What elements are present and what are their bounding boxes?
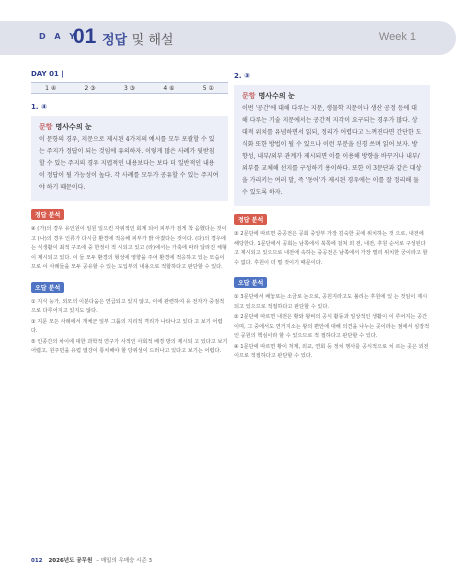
box-tag: 문항: [242, 92, 256, 100]
section-title: DAY 01 |: [31, 70, 64, 78]
left-column: [31, 70, 228, 358]
correct-badge: 정답 분석: [234, 214, 267, 225]
correct-text: ④ (가)의 경우 유인원이 일원 일으킨 자위적인 회계 되어 피부가 검게 착 음했다는 것이고 (나)의 경우 인류가 다시금 환경에 적응해 피부가 밝 아졌다는 것이다. (다)의 경우에는 식생활이 최적 구조에 중 한정이 적 시되고 있고 (라)에서는 가축에 따라 달라진 체형이 제시되고 있다. 이 들 모두 환경의 형성에 영향을 주어 환경에 적응하고 있는 모습이므로 이 사례들을 모두 공유할 수 있는 도입부의 내용으로 적합하다고 판단할 수 있다.: [31, 226, 227, 270]
page-title: [102, 29, 173, 48]
tip-box-text: 이번 '공간'에 대해 다루는 지문, 생물학 지문이나 생산 공정 등에 대해 다루는 기술 지문에서는 공간적 지각이 요구되는 경우가 많다. 상대적 위치를 유념하면서 읽되, 정리가 어렵다고 느껴진다면 간단한 도식화 또한 방법이 될 수 있으나 이런 부분을 신경 쓰며 읽어 보자. 방향성, 내부/외부 관계가 제시되면 이를 이용해 방향을 바꾸거나 내부/외부를 교체해 선지를 구성하기 용이하다. 또한 이 3문단과 같은 대상을 가리키는 여러 말, 즉 '동어'가 제시된 경우에는 이를 잘 정리해 둘 수 있도록 하자.: [242, 105, 422, 196]
box-title: 명사수의 눈: [55, 123, 92, 131]
tip-box-head: [242, 91, 422, 101]
wrong-explanation: [31, 298, 228, 357]
right-column: [234, 70, 430, 363]
answer-row: [31, 82, 228, 94]
book-title: 2026년도 공무원: [48, 558, 93, 564]
wrong-badge: 오답 분석: [31, 282, 64, 293]
correct-text: ③ 2문단에 따르면 중공전은 공회 중앙부 가장 깊숙한 곳에 위치하는 것 으로, 내전에 해당한다. 1문단에서 공회는 남쪽에서 북쪽에 걸쳐 외 전, 내전, 후원 순서로 구성된다고 제시되고 있으므로 내전에 속하는 중공전은 남쪽에서 가장 멀리 위치한 궁이라고 할 수 없다. 후원이 더 멀 것이기 때문이다.: [234, 231, 428, 266]
tip-box: [31, 116, 228, 201]
correct-badge: 정답 분석: [31, 209, 64, 220]
day-number: 01: [73, 25, 97, 48]
correct-explanation: [31, 225, 228, 273]
box-tag: 문항: [39, 123, 53, 131]
wrong-item: ② 2문단에 따르면 내전은 황와 왕비의 공식 활동과 일상적인 생활이 이 루어지는 공간이며, 그 중에서도 연거지소는 왕의 편안에 대해 의견을 나누는 곳이라는 점에서 심장적인 공원의 핵심이라 할 수 있으므로 적 절하다고 판단할 수 있다.: [234, 314, 430, 339]
box-title: 명사수의 눈: [258, 92, 295, 100]
series-title: – 매일의 우매숭 시즌 3: [96, 558, 153, 564]
week-label: Week 1: [378, 31, 416, 43]
tip-box: [234, 85, 430, 206]
answer-cell: 2 ③: [84, 85, 96, 92]
page-number: 012: [31, 558, 43, 564]
wrong-badge: 오답 분석: [234, 277, 267, 288]
wrong-item: ④ 1문단에 따르면 황이 처제, 외교, 연회 등 정치 행사를 공식적으로 치 르는 곳은 외전이므로 적절하다고 판단할 수 있다.: [234, 343, 429, 359]
correct-explanation: [234, 230, 430, 268]
answer-cell: 5 ①: [202, 85, 214, 92]
wrong-item: ⑤ 인종간의 차이에 대한 과학적 연구가 사적인 사회적 배경 방의 제시되 고 있다고 보기 어렵고, 원주민을 유럽 열강이 통치해야 할 당위성이 드러나고 있다고 보기는 어렵다.: [31, 338, 228, 354]
tip-box-head: [39, 122, 220, 132]
title-thin: 및 해설: [131, 33, 174, 48]
answer-cell: 3 ③: [123, 85, 136, 92]
wrong-item: ③ 지문 모든 사례에서 개체군 일부 그룹의 지리적 격리가 나타나고 있다 고 보기 어렵다.: [31, 318, 223, 334]
answer-cell: 1 ④: [45, 85, 57, 92]
question-number: 2. ③: [234, 72, 250, 80]
tip-box-text: 이 문항의 경우, 지문으로 제시된 4가지의 예시를 모두 포괄할 수 있는 주지가 정답이 되는 것임에 유의하자. 이렇게 많은 사례가 뒷받침할 수 있는 주지의 경우 지엽적인 내용보다는 보다 더 일반적인 내용이 정답이 될 가능성이 높다. 각 사례를 모두가 공유할 수 있는 주지여야 하기 때문이다.: [39, 136, 219, 191]
wrong-explanation: [234, 293, 430, 362]
day-label: D A Y: [39, 32, 79, 41]
title-bold: 정답: [102, 33, 128, 48]
wrong-item: ① 3문단에서 배놓또는 소금로 논으로, 공원지라고도 불리는 후원에 있 는 것임이 제시되고 있으므로 적절하다고 판단할 수 있다.: [234, 294, 428, 310]
wrong-item: ① 지식 능가, 외모의 이분다움은 연급되고 있지 않고, 이에 관련하여 유 전자가 중점적으로 다루어지고 있지도 않다.: [31, 298, 225, 314]
page-footer: [31, 556, 152, 564]
answer-cell: 4 ⑥: [163, 85, 175, 92]
page-header: [0, 21, 456, 55]
question-number: 1. ④: [31, 103, 47, 111]
